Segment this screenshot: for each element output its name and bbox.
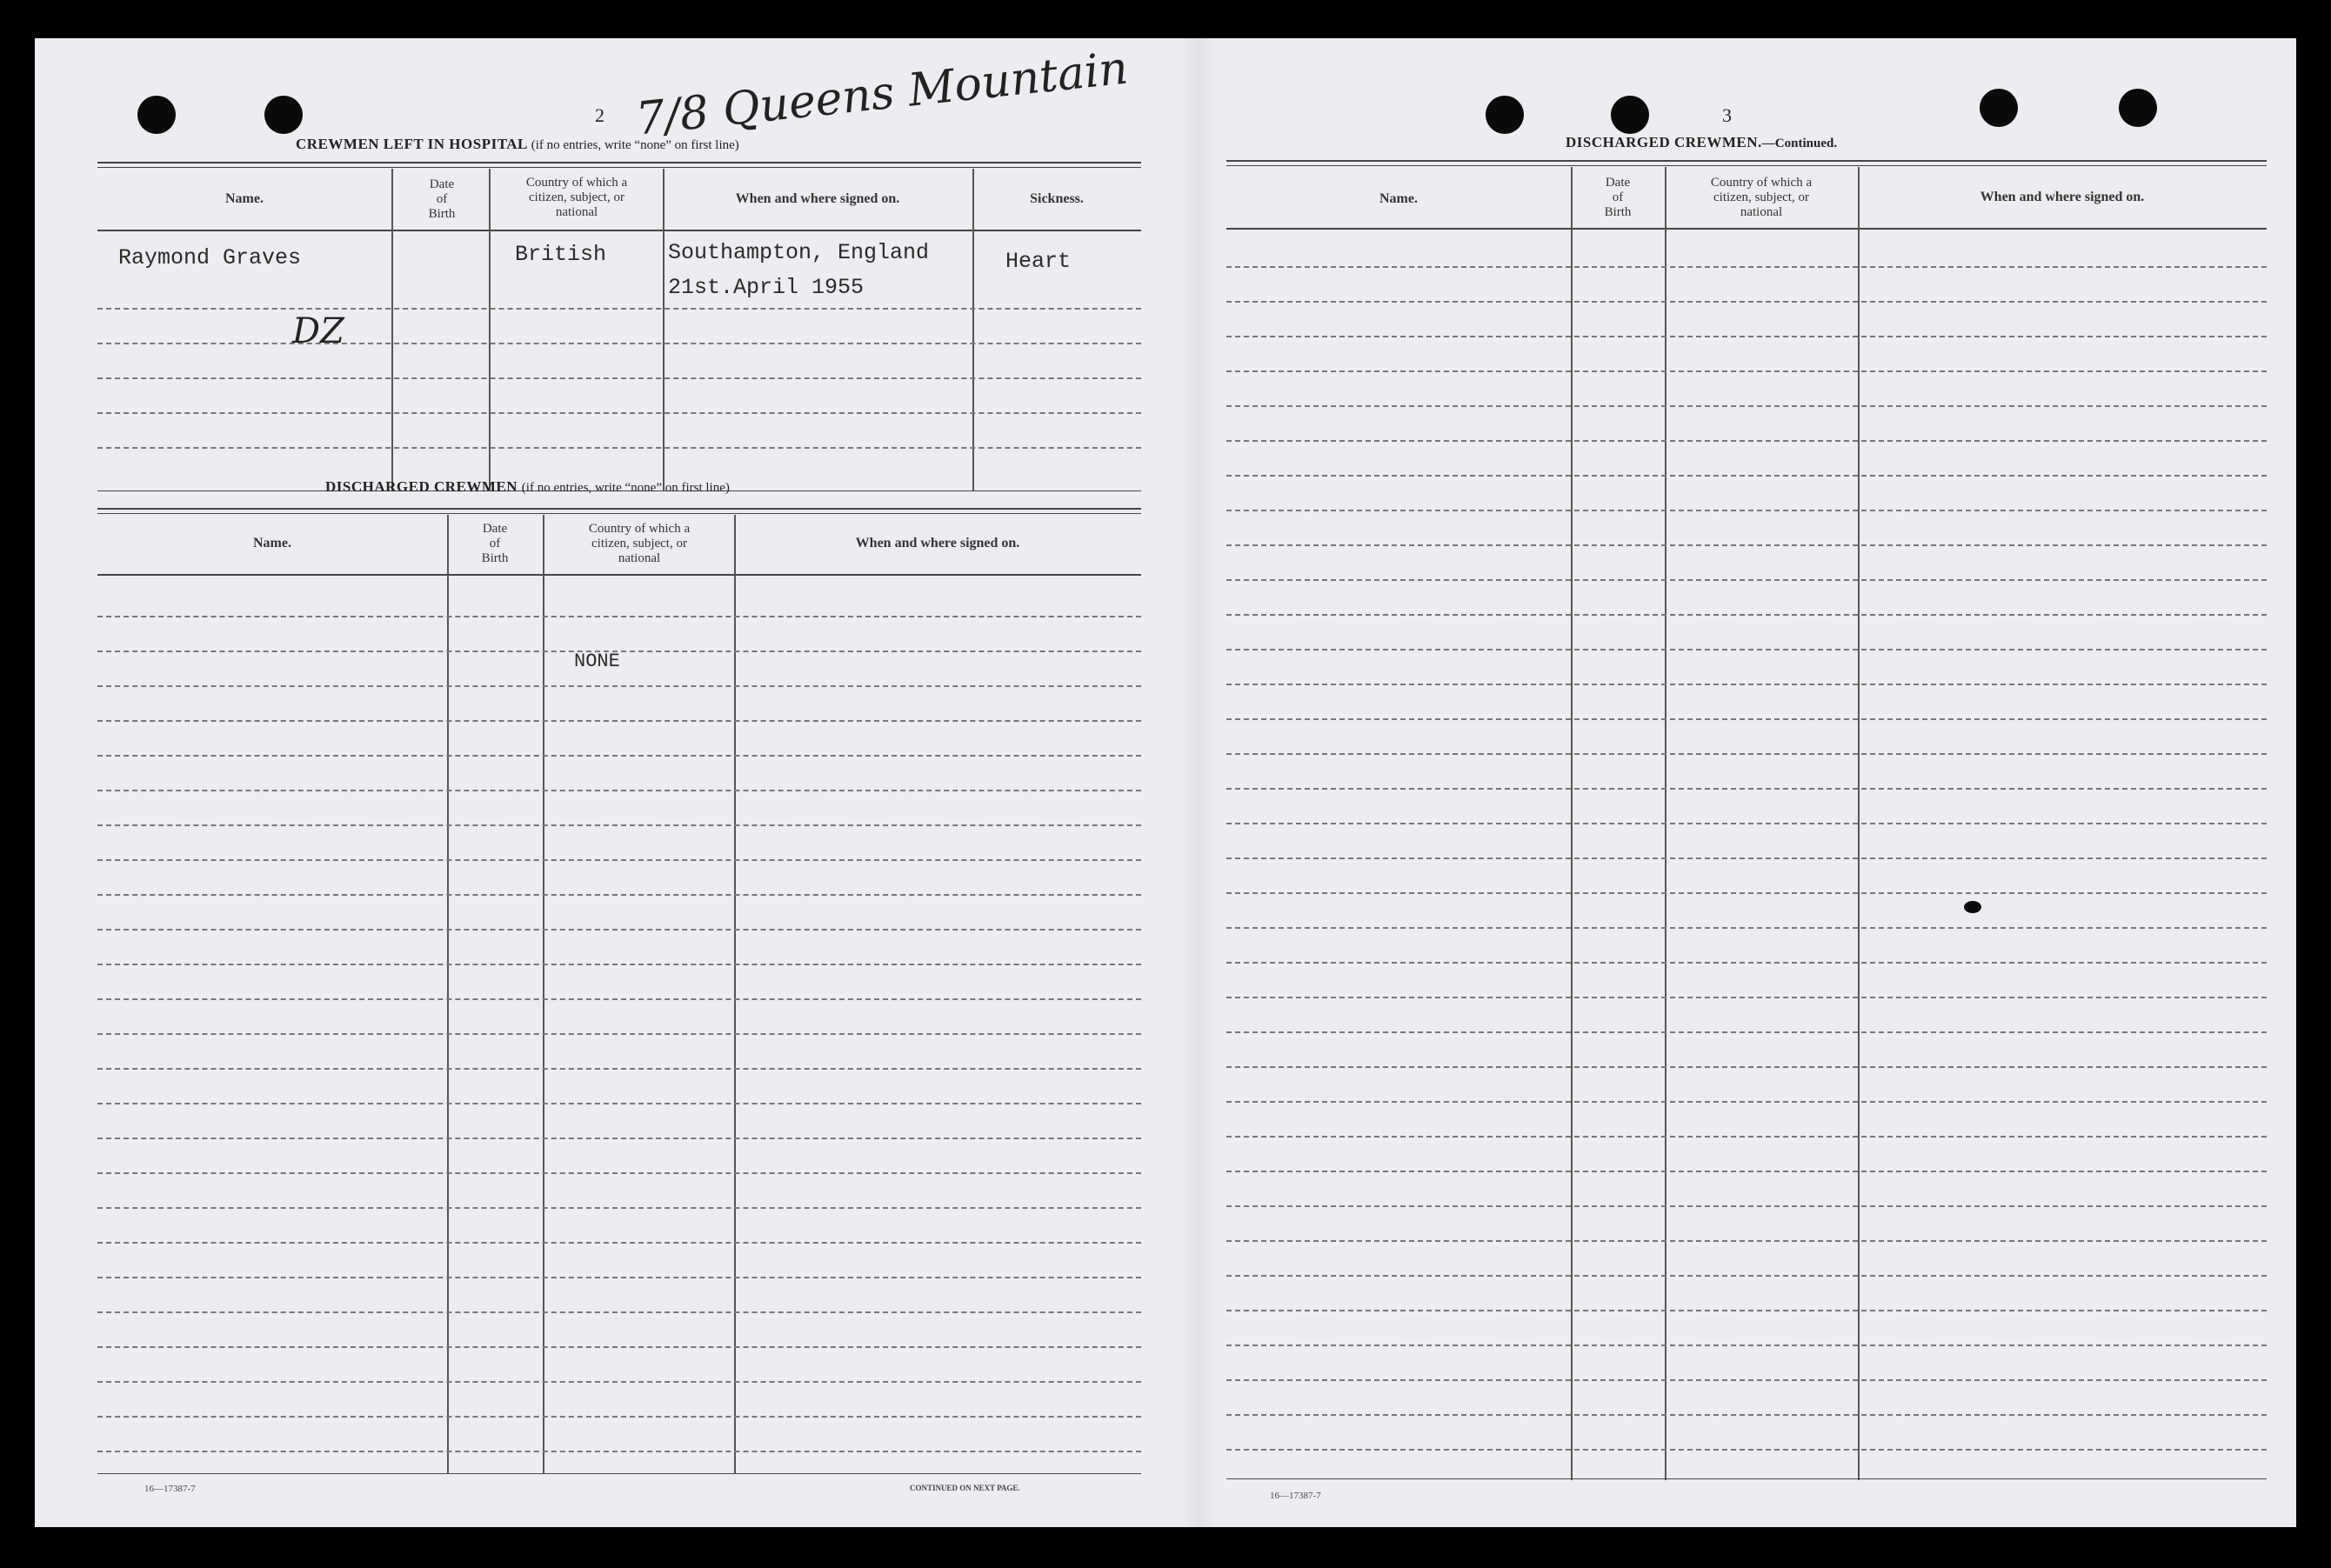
punch-hole	[1486, 96, 1524, 134]
ruled-line	[1226, 1310, 2267, 1311]
ruled-line	[1226, 857, 2267, 859]
ruled-line	[97, 720, 1141, 722]
ruled-line	[97, 308, 1141, 310]
col-divider	[543, 515, 544, 1473]
ruled-line	[1226, 927, 2267, 929]
ruled-line	[97, 859, 1141, 861]
ruled-line	[1226, 1031, 2267, 1033]
ruled-line	[1226, 1205, 2267, 1207]
col-header-signed-on: When and where signed on.	[1980, 190, 2145, 204]
ruled-line	[97, 790, 1141, 791]
col-header-country: Country of which a citizen, subject, or national	[1710, 176, 1813, 219]
discharged-none-entry: NONE	[574, 651, 620, 672]
ruled-line	[97, 377, 1141, 379]
continued-note: CONTINUED ON NEXT PAGE.	[910, 1484, 1020, 1492]
discharged-continued-title: DISCHARGED CREWMEN.—Continued.	[1566, 134, 1838, 150]
punch-hole	[1611, 96, 1649, 134]
ruled-line	[97, 929, 1141, 931]
ruled-line	[97, 1103, 1141, 1104]
ruled-line	[97, 1033, 1141, 1035]
punch-hole	[137, 96, 176, 134]
ruled-line	[1226, 753, 2267, 755]
ruled-line	[97, 685, 1141, 687]
form-number-right: 16—17387-7	[1270, 1491, 1321, 1501]
col-header-dob: Date of Birth	[481, 522, 509, 565]
discharged-table-top-rule	[97, 508, 1141, 510]
col-divider	[489, 169, 491, 490]
col-divider	[447, 515, 449, 1473]
signed-on-place: Southampton, England	[668, 240, 930, 265]
right-table-top-rule	[1226, 160, 2267, 162]
ruled-line	[1226, 1136, 2267, 1138]
ruled-line	[97, 412, 1141, 414]
punch-hole	[1980, 89, 2018, 127]
page-fold	[1181, 38, 1216, 1527]
page-number-right: 3	[1722, 104, 1732, 126]
ruled-line	[1226, 1449, 2267, 1451]
ruled-line	[1226, 1240, 2267, 1242]
crewman-sickness: Heart	[1005, 249, 1072, 274]
col-header-dob: Date of Birth	[1604, 176, 1632, 219]
hospital-section-title: CREWMEN LEFT IN HOSPITAL (if no entries, write “none” on first line)	[296, 136, 739, 152]
crewman-name: Raymond Graves	[118, 245, 302, 270]
ruled-line	[1226, 440, 2267, 442]
hospital-header-rule	[97, 230, 1141, 231]
col-divider	[663, 169, 665, 490]
ruled-line	[1226, 1344, 2267, 1346]
ruled-line	[1226, 649, 2267, 651]
ruled-line	[1226, 1379, 2267, 1381]
col-header-name: Name.	[225, 191, 264, 206]
crewman-country: British	[515, 242, 607, 267]
ruled-line	[1226, 1414, 2267, 1416]
col-header-signed-on: When and where signed on.	[855, 536, 1020, 550]
col-header-name: Name.	[1379, 191, 1418, 206]
col-divider	[391, 169, 393, 490]
col-header-name: Name.	[253, 536, 291, 550]
ruled-line	[1226, 1275, 2267, 1277]
ruled-line	[97, 1346, 1141, 1348]
ruled-line	[97, 1416, 1141, 1418]
ruled-line	[1226, 1066, 2267, 1068]
ruled-line	[97, 755, 1141, 757]
ruled-line	[97, 616, 1141, 617]
ruled-line	[97, 998, 1141, 1000]
ruled-line	[1226, 475, 2267, 477]
discharged-header-rule	[97, 574, 1141, 576]
ruled-line	[97, 1242, 1141, 1244]
signed-on-date: 21st.April 1955	[668, 275, 865, 300]
ruled-line	[1226, 301, 2267, 303]
punch-hole	[264, 96, 303, 134]
ruled-line	[1226, 544, 2267, 546]
ruled-line	[97, 1068, 1141, 1070]
ruled-line	[1226, 1101, 2267, 1103]
ruled-line	[1226, 962, 2267, 964]
ruled-line	[97, 964, 1141, 965]
ruled-line	[1226, 1171, 2267, 1172]
ruled-line	[97, 1207, 1141, 1209]
ruled-line	[1226, 336, 2267, 337]
col-header-sickness: Sickness.	[1030, 191, 1084, 206]
hospital-table-top-rule	[97, 167, 1141, 168]
right-table-bottom-rule	[1226, 1478, 2267, 1479]
ruled-line	[1226, 266, 2267, 268]
col-divider	[972, 169, 974, 490]
ruled-line	[1226, 510, 2267, 511]
ruled-line	[1226, 997, 2267, 998]
ruled-line	[97, 1311, 1141, 1313]
col-header-dob: Date of Birth	[428, 177, 456, 221]
discharged-table-bottom-rule	[97, 1473, 1141, 1474]
ruled-line	[97, 1277, 1141, 1278]
ruled-line	[1226, 684, 2267, 685]
ruled-line	[1226, 579, 2267, 581]
stray-mark	[1964, 901, 1981, 913]
col-header-signed-on: When and where signed on.	[735, 191, 900, 206]
right-table-top-rule	[1226, 165, 2267, 166]
col-header-country: Country of which a citizen, subject, or national	[525, 176, 628, 219]
ruled-line	[97, 1451, 1141, 1452]
col-divider	[734, 515, 736, 1473]
discharged-section-title: DISCHARGED CREWMEN (if no entries, write “none” on first line)	[325, 478, 730, 495]
right-header-rule	[1226, 228, 2267, 230]
ruled-line	[1226, 370, 2267, 372]
ruled-line	[97, 343, 1141, 344]
ruled-line	[97, 1138, 1141, 1139]
ruled-line	[97, 894, 1141, 896]
hospital-table-top-rule	[97, 162, 1141, 163]
form-number-left: 16—17387-7	[144, 1484, 196, 1494]
document-scan	[35, 38, 2296, 1527]
ruled-line	[1226, 614, 2267, 616]
handwritten-initials: DZ	[292, 311, 344, 351]
ruled-line	[97, 824, 1141, 826]
ruled-line	[1226, 892, 2267, 894]
discharged-table-top-rule	[97, 513, 1141, 514]
punch-hole	[2119, 89, 2157, 127]
ruled-line	[1226, 718, 2267, 720]
ruled-line	[1226, 788, 2267, 790]
ruled-line	[97, 1381, 1141, 1383]
col-header-country: Country of which a citizen, subject, or national	[588, 522, 691, 565]
ruled-line	[1226, 823, 2267, 824]
ruled-line	[97, 1172, 1141, 1174]
ruled-line	[97, 447, 1141, 449]
ruled-line	[1226, 405, 2267, 407]
page-number-left: 2	[595, 104, 604, 126]
handwritten-vessel-note: 7/8 Queens Mountain	[633, 42, 1131, 146]
